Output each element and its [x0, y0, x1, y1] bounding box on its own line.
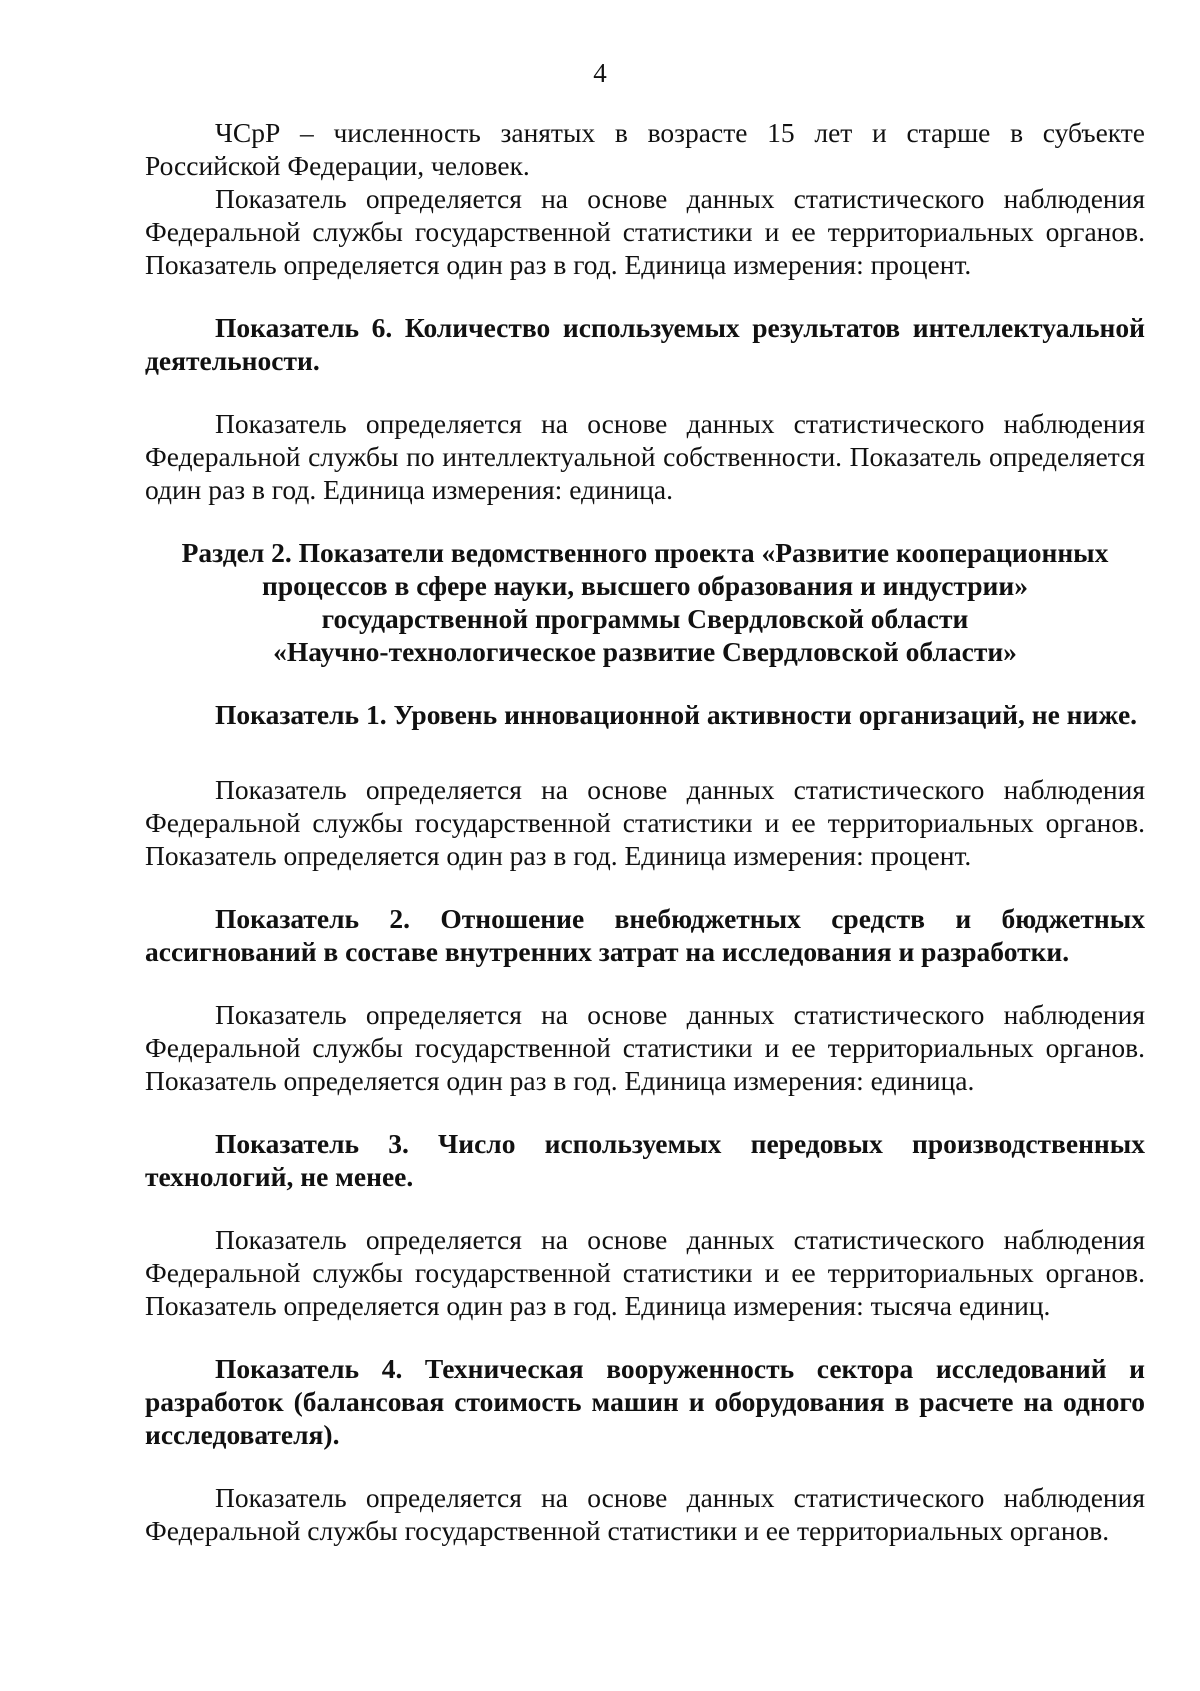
heading-indicator-1: Показатель 1. Уровень инновационной активности организаций, не ниже.	[215, 699, 1138, 730]
section-title-line: Раздел 2. Показатели ведомственного проекта «Развитие кооперационных	[181, 537, 1109, 568]
section-title-line: «Научно-технологическое развитие Свердловской области»	[273, 636, 1017, 667]
page-number: 4	[593, 58, 607, 88]
paragraph-method-2: Показатель определяется на основе данных статистического наблюдения Федеральной службы по интеллектуальной собственности. Показатель определяется один раз в год. Единица измерения: единица.	[145, 408, 1145, 505]
paragraph-method-5: Показатель определяется на основе данных статистического наблюдения Федеральной службы государственной статистики и ее территориальных органов. Показатель определяется один раз в год. Единица измерения: тысяча единиц.	[145, 1224, 1145, 1321]
paragraph-method-3: Показатель определяется на основе данных статистического наблюдения Федеральной службы государственной статистики и ее территориальных органов. Показатель определяется один раз в год. Единица измерения: процент.	[145, 774, 1145, 871]
paragraph-method-6: Показатель определяется на основе данных статистического наблюдения Федеральной службы государственной статистики и ее территориальных органов.	[145, 1482, 1145, 1546]
section-2-title	[145, 536, 1145, 668]
paragraph-employed-definition: ЧСрР – численность занятых в возрасте 15 лет и старше в субъекте Российской Федерации, человек.	[145, 117, 1145, 181]
section-title-line: процессов в сфере науки, высшего образования и индустрии»	[262, 570, 1028, 601]
section-title-line: государственной программы Свердловской области	[321, 603, 969, 634]
paragraph-method-1: Показатель определяется на основе данных статистического наблюдения Федеральной службы государственной статистики и ее территориальных органов. Показатель определяется один раз в год. Единица измерения: процент.	[145, 183, 1145, 280]
heading-indicator-2: Показатель 2. Отношение внебюджетных средств и бюджетных ассигнований в составе внутренних затрат на исследования и разработки.	[145, 903, 1145, 967]
document-body	[145, 116, 1145, 1547]
heading-indicator-6: Показатель 6. Количество используемых результатов интеллектуальной деятельности.	[145, 312, 1145, 376]
heading-indicator-3: Показатель 3. Число используемых передовых производственных технологий, не менее.	[145, 1128, 1145, 1192]
heading-indicator-4: Показатель 4. Техническая вооруженность сектора исследований и разработок (балансовая стоимость машин и оборудования в расчете на одного исследователя).	[145, 1353, 1145, 1450]
paragraph-method-4: Показатель определяется на основе данных статистического наблюдения Федеральной службы государственной статистики и ее территориальных органов. Показатель определяется один раз в год. Единица измерения: единица.	[145, 999, 1145, 1096]
